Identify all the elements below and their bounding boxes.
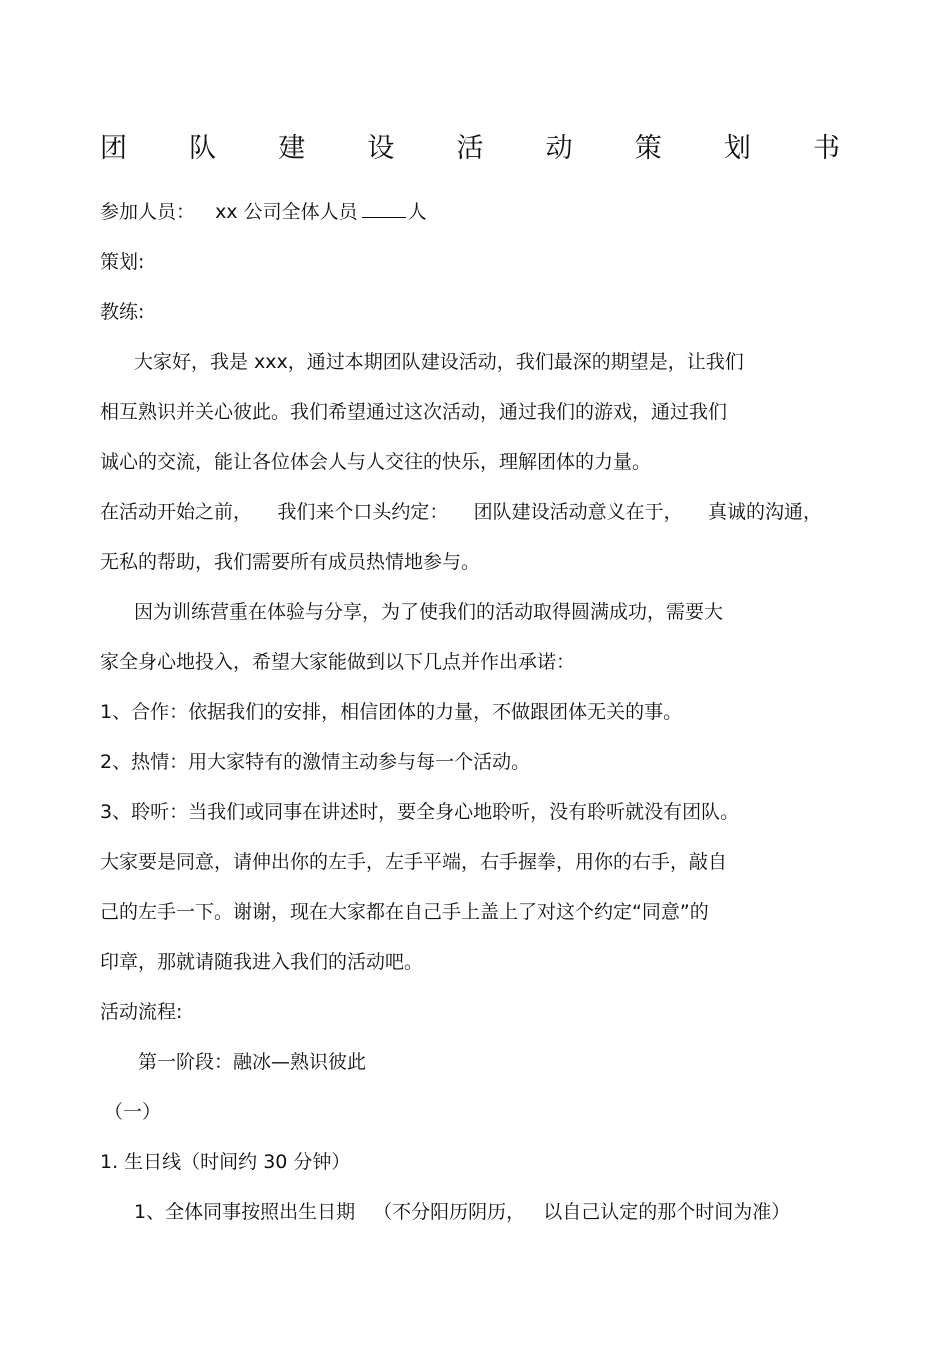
title-char: 设: [367, 132, 395, 164]
step-segment: 1、全体同事按照出生日期: [134, 1201, 356, 1223]
agreement-line-1: [100, 500, 822, 524]
flow-heading: 活动流程:: [100, 1001, 183, 1023]
step-segment: （不分阳历阴历，: [373, 1201, 526, 1223]
participant-count-blank: [362, 201, 406, 218]
rule-item-3: 3、聆听：当我们或同事在讲述时，要全身心地聆听，没有聆听就没有团队。: [100, 801, 740, 823]
planner-label: 策划:: [100, 251, 145, 273]
title-char: 动: [545, 132, 573, 164]
rule-item-2: 2、热情：用大家特有的激情主动参与每一个活动。: [100, 751, 531, 773]
title-char: 书: [813, 132, 840, 164]
activity-item-heading: 1. 生日线（时间约 30 分钟）: [100, 1151, 351, 1173]
title-char: 队: [189, 132, 217, 164]
agreement-segment: 在活动开始之前，: [100, 501, 253, 523]
section-heading: （一）: [104, 1101, 162, 1123]
agree-paragraph-line-1: 大家要是同意，请伸出你的左手，左手平端，右手握拳，用你的右手，敲自: [100, 851, 728, 873]
coach-label: 教练:: [100, 301, 145, 323]
agree-paragraph-line-3: 印章，那就请随我进入我们的活动吧。: [100, 951, 424, 973]
participants-value: xx 公司全体人员: [215, 201, 358, 223]
participants-label: 参加人员：: [100, 201, 196, 223]
camp-paragraph-line-2: 家全身心地投入，希望大家能做到以下几点并作出承诺：: [100, 651, 576, 673]
agree-paragraph-line-2: 己的左手一下。谢谢，现在大家都在自己手上盖上了对这个约定“同意”的: [100, 901, 709, 923]
agreement-segment: 我们来个口头约定：: [277, 501, 449, 523]
agreement-segment: 真诚的沟通，: [707, 501, 822, 523]
agreement-line-2: 无私的帮助，我们需要所有成员热情地参与。: [100, 551, 481, 573]
title-char: 划: [723, 132, 751, 164]
participants-suffix: 人: [407, 201, 427, 223]
title-char: 活: [456, 132, 484, 164]
step-segment: 以自己认定的那个时间为准）: [543, 1201, 791, 1223]
camp-paragraph-line-1: 因为训练营重在体验与分享，为了使我们的活动取得圆满成功，需要大: [134, 601, 724, 623]
intro-paragraph-line-2: 相互熟识并关心彼此。我们希望通过这次活动，通过我们的游戏，通过我们: [100, 401, 728, 423]
intro-paragraph-line-1: 大家好，我是 xxx，通过本期团队建设活动，我们最深的期望是，让我们: [134, 351, 744, 373]
intro-paragraph-line-3: 诚心的交流，能让各位体会人与人交往的快乐，理解团体的力量。: [100, 451, 652, 473]
title-char: 策: [634, 132, 662, 164]
document-title: [100, 122, 840, 168]
title-char: 团: [100, 132, 127, 164]
stage-heading: 第一阶段：融冰—熟识彼此: [138, 1051, 367, 1073]
participants-line: [100, 200, 427, 224]
activity-step-line: [134, 1200, 790, 1224]
rule-item-1: 1、合作：依据我们的安排，相信团体的力量，不做跟团体无关的事。: [100, 701, 683, 723]
title-char: 建: [278, 132, 306, 164]
agreement-segment: 团队建设活动意义在于，: [473, 501, 683, 523]
